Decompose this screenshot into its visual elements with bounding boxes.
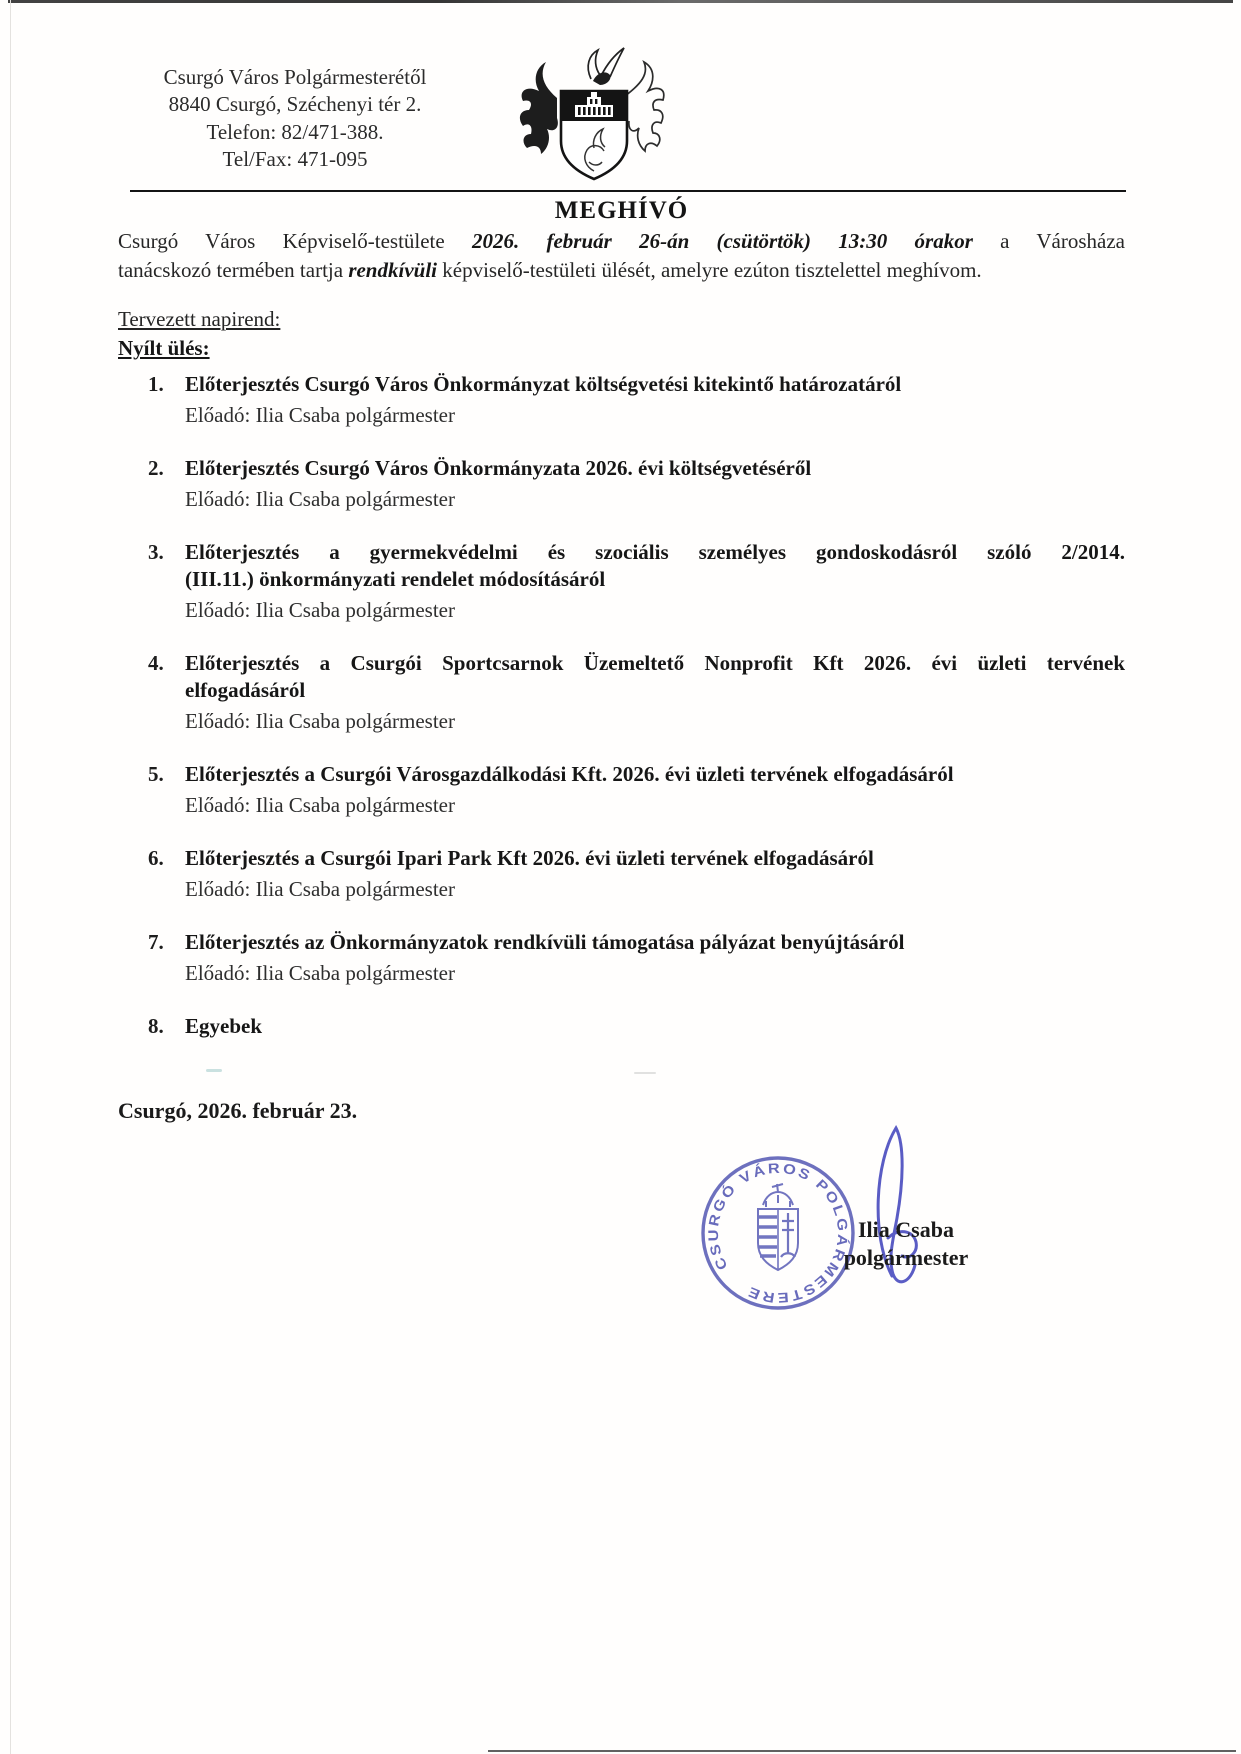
sender-line: Tel/Fax: 471-095 [222, 147, 368, 172]
item-number: 3. [148, 540, 164, 564]
item-presenter: Előadó: Ilia Csaba polgármester [185, 877, 455, 901]
signer-title: polgármester [843, 1245, 969, 1270]
intro-paragraph [118, 227, 1125, 284]
scan-edge-artifact-bottom [488, 1750, 1236, 1752]
signer-name: Ilia Csaba [858, 1217, 954, 1242]
letterhead-divider [130, 190, 1126, 192]
intro-line-2 [118, 256, 1125, 285]
sender-address-block [130, 64, 460, 174]
stamp-text: CSURGÓ VÁROS POLGÁRMESTERE [704, 1159, 852, 1307]
sender-line: Csurgó Város Polgármesterétől [163, 65, 427, 89]
item-presenter: Előadó: Ilia Csaba polgármester [185, 709, 455, 733]
intro-text: tanácskozó termében tartja [118, 257, 349, 282]
item-number: 2. [148, 456, 164, 480]
agenda-item [118, 371, 1125, 429]
item-number: 4. [148, 651, 164, 675]
item-title-line: Előterjesztés Csurgó Város Önkormányzat költségvetési kitekintő határozatáról [185, 372, 902, 396]
scan-smudge [634, 1072, 656, 1074]
item-number: 1. [148, 372, 164, 396]
signature-block [826, 1216, 986, 1272]
item-title-line: Előterjesztés a Csurgói Városgazdálkodási Kft. 2026. évi üzleti tervének elfogadásáról [185, 762, 954, 786]
extraordinary-session-word: rendkívüli [348, 257, 437, 282]
agenda-item [118, 1013, 1125, 1040]
agenda-item [118, 929, 1125, 987]
item-title-line: Előterjesztés a gyermekvédelmi és szociális személyes gondoskodásról szóló 2/2014. [185, 540, 1125, 564]
item-presenter: Előadó: Ilia Csaba polgármester [185, 487, 455, 511]
agenda-item [118, 845, 1125, 903]
intro-text: Csurgó Város Képviselő-testülete [118, 229, 472, 253]
item-title-line: Előterjesztés a Csurgói Ipari Park Kft 2026. évi üzleti tervének elfogadásáról [185, 846, 874, 870]
item-presenter: Előadó: Ilia Csaba polgármester [185, 961, 455, 985]
document-title: MEGHÍVÓ [554, 197, 689, 224]
item-presenter: Előadó: Ilia Csaba polgármester [185, 403, 455, 427]
agenda-item [118, 761, 1125, 819]
agenda-item [118, 539, 1125, 624]
open-session-label: Nyílt ülés: [118, 336, 210, 360]
agenda-list [118, 371, 1125, 1066]
item-presenter: Előadó: Ilia Csaba polgármester [185, 598, 455, 622]
closing-date-line: Csurgó, 2026. február 23. [118, 1098, 358, 1123]
item-title-line: elfogadásáról [185, 678, 306, 702]
sender-line: 8840 Csurgó, Széchenyi tér 2. [168, 92, 422, 117]
intro-text: a Városháza [972, 229, 1125, 253]
scan-edge-artifact-left [10, 0, 11, 1754]
item-number: 6. [148, 846, 164, 870]
agenda-item [118, 455, 1125, 513]
item-title-line: Előterjesztés az Önkormányzatok rendkívüli támogatása pályázat benyújtásáról [185, 930, 905, 954]
item-number: 5. [148, 762, 164, 786]
item-title-line: (III.11.) önkormányzati rendelet módosításáról [185, 567, 606, 591]
sender-line: Telefon: 82/471-388. [206, 119, 384, 144]
scan-smudge [206, 1069, 222, 1072]
meeting-datetime: 2026. február 26-án (csütörtök) 13:30 órakor [471, 229, 973, 253]
scan-edge-artifact-top [8, 0, 1233, 3]
item-title-line: Egyebek [185, 1014, 263, 1038]
agenda-item [118, 650, 1125, 735]
item-title-line: Előterjesztés Csurgó Város Önkormányzata 2026. évi költségvetéséről [185, 456, 812, 480]
intro-line-1 [118, 227, 1125, 256]
item-number: 8. [148, 1014, 164, 1038]
item-number: 7. [148, 930, 164, 954]
intro-text: képviselő-testületi ülését, amelyre ezúton tisztelettel meghívom. [437, 257, 982, 282]
city-coat-of-arms-icon [505, 44, 670, 186]
agenda-planned-label: Tervezett napirend: [118, 307, 281, 331]
item-presenter: Előadó: Ilia Csaba polgármester [185, 793, 455, 817]
stamp-coat-of-arms-icon [758, 1184, 798, 1270]
item-title-line: Előterjesztés a Csurgói Sportcsarnok Üzemeltető Nonprofit Kft 2026. évi üzleti tervének [185, 651, 1125, 675]
